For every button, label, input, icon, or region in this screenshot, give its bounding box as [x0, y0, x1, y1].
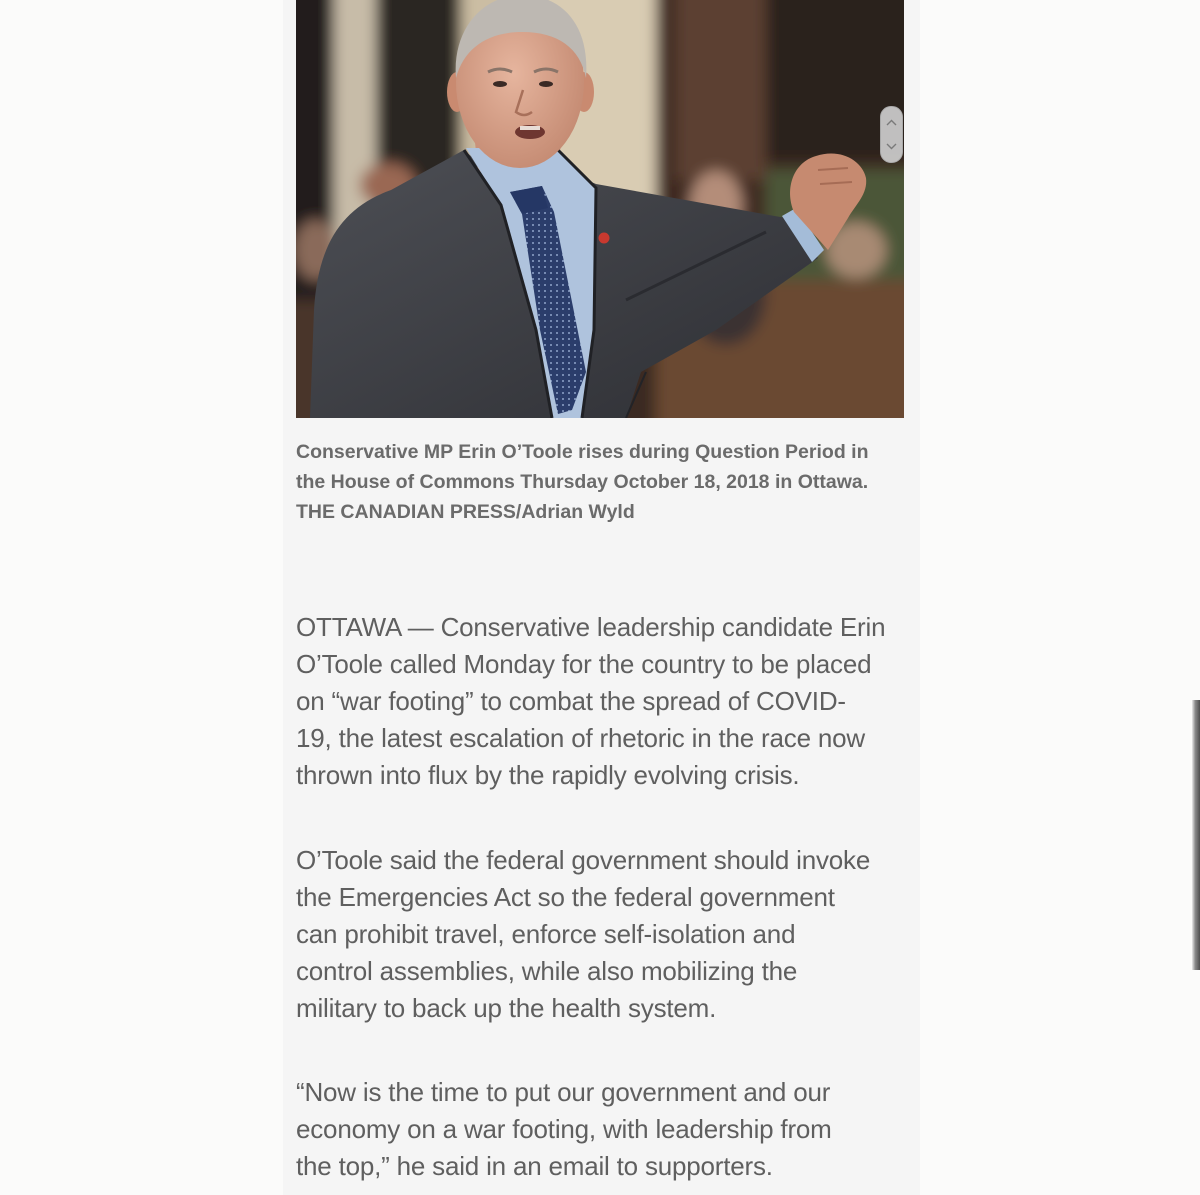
paragraph-line: O’Toole called Monday for the country to be placed	[296, 649, 872, 679]
scroll-handle[interactable]	[880, 106, 903, 163]
paragraph-line: the Emergencies Act so the federal government	[296, 881, 835, 912]
article-photo	[296, 0, 904, 418]
paragraph-line: OTTAWA — Conservative leadership candidate Erin	[296, 612, 886, 642]
paragraph-line: thrown into flux by the rapidly evolving crisis.	[296, 760, 800, 790]
article-paragraph	[296, 842, 904, 1027]
photo-image	[296, 0, 904, 418]
paragraph-line: military to back up the health system.	[296, 992, 717, 1023]
chevron-up-icon	[886, 119, 897, 126]
chevron-down-icon	[886, 143, 897, 150]
paragraph-line: on “war footing” to combat the spread of COVID-	[296, 686, 846, 716]
paragraph-line: the top,” he said in an email to supporters.	[296, 1151, 773, 1181]
caption-credit: THE CANADIAN PRESS/Adrian Wyld	[296, 501, 635, 523]
caption-line: Conservative MP Erin O’Toole rises during Question Period in	[296, 441, 869, 463]
edge-artifact	[1192, 700, 1200, 970]
article-paragraph	[296, 1074, 904, 1185]
photo-caption	[296, 437, 904, 527]
paragraph-line: O’Toole said the federal government should invoke	[296, 844, 871, 875]
article-paragraph	[296, 609, 904, 794]
caption-line: the House of Commons Thursday October 18, 2018 in Ottawa.	[296, 471, 869, 493]
paragraph-line: control assemblies, while also mobilizing the	[296, 955, 798, 986]
paragraph-line: can prohibit travel, enforce self-isolation and	[296, 918, 796, 949]
paragraph-line: “Now is the time to put our government and our	[296, 1077, 831, 1107]
article-body	[296, 609, 904, 1185]
paragraph-line: 19, the latest escalation of rhetoric in the race now	[296, 723, 865, 753]
paragraph-line: economy on a war footing, with leadership from	[296, 1114, 832, 1144]
